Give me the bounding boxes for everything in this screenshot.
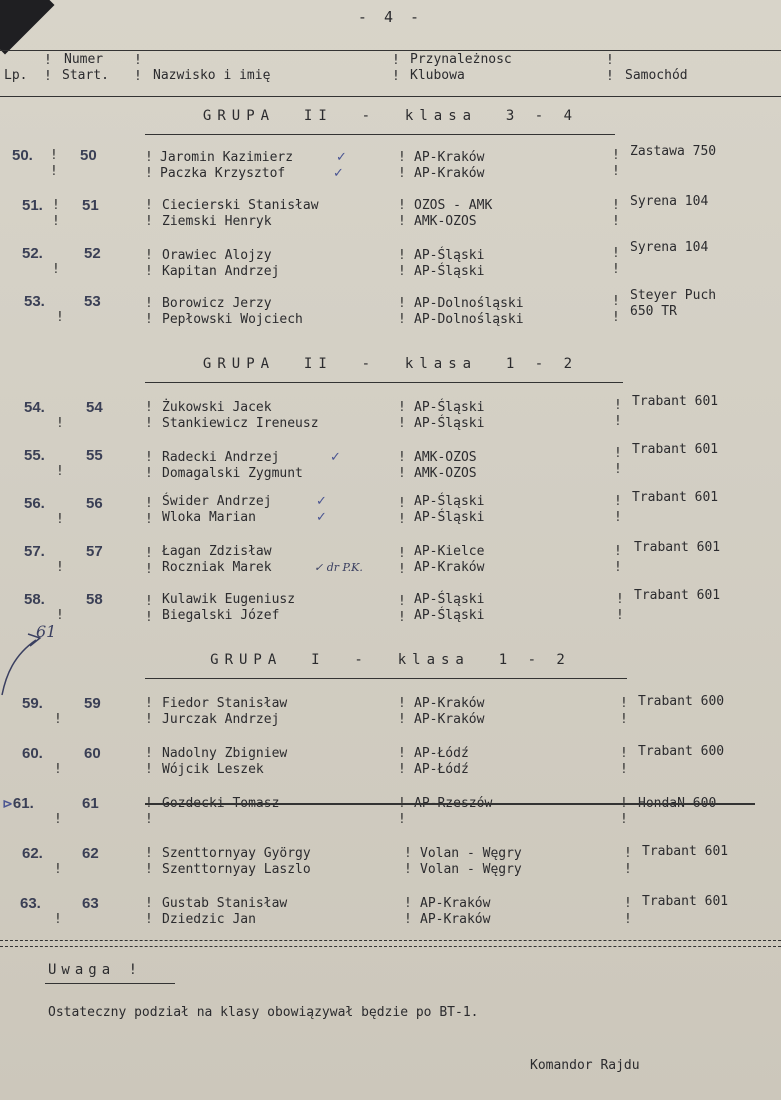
row-lp: 54.	[24, 399, 45, 416]
row-lp: 52.	[22, 245, 43, 262]
row-car-cancelled: HondaN 600	[638, 796, 717, 811]
row-club: OZOS - AMK	[414, 198, 493, 213]
header-name: Nazwisko i imię	[153, 68, 271, 83]
row-club: Volan - Węgry	[420, 862, 522, 877]
check-mark: ✓	[336, 150, 347, 165]
row-driver: Ciecierski Stanisław	[162, 198, 319, 213]
row-car: Trabant 600	[638, 744, 725, 759]
row-car: Trabant 601	[642, 894, 729, 909]
row-car: Steyer Puch	[630, 288, 717, 303]
table-row: 51. ! ! 51 ! ! Ciecierski Stanisław Ziemski Henryk ! ! OZOS - AMK AMK-OZOS ! ! Syrena 104	[22, 194, 709, 229]
row-club: AP-Kraków	[420, 896, 491, 911]
table-row: 63. ! 63 ! ! Gustab Stanisław Dziedzic Jan ! ! AP-Kraków AP-Kraków ! ! Trabant 601	[20, 894, 729, 927]
row-lp: 51.	[22, 197, 43, 214]
table-row: 54. ! 54 ! ! Żukowski Jacek Stankiewicz Ireneusz ! ! AP-Śląski AP-Śląski ! ! Trabant 601	[24, 394, 719, 431]
row-driver: Świder Andrzej	[162, 494, 272, 509]
header-numer-line1: Numer	[64, 52, 104, 67]
group-underline	[145, 678, 627, 679]
header-lp: Lp.	[4, 68, 28, 83]
table-row: 53. ! 53 ! ! Borowicz Jerzy Pepłowski Wojciech ! ! AP-Dolnośląski AP-Dolnośląski ! ! Steyer Puch 650 TR	[24, 288, 717, 327]
row-club: AP-Kraków	[414, 712, 485, 727]
row-lp-marked: ⊳61.	[2, 795, 34, 812]
group-underline	[145, 382, 623, 383]
row-start-number: 59	[84, 695, 101, 712]
row-start-number: 60	[84, 745, 101, 762]
row-codriver: Dziedzic Jan	[162, 912, 256, 927]
row-lp: 63.	[20, 895, 41, 912]
page-number: - 4 -	[357, 8, 424, 26]
table-row: 60. ! 60 ! ! Nadolny Zbigniew Wójcik Leszek ! ! AP-Łódź AP-Łódź ! ! Trabant 600	[22, 744, 725, 777]
row-club: AP-Kielce	[414, 544, 485, 559]
row-club: AP-Śląski	[414, 592, 485, 607]
group-title: GRUPA II - klasa 3 - 4	[202, 108, 579, 124]
row-club: AP-Łódź	[414, 762, 469, 777]
row-driver: Radecki Andrzej	[162, 450, 280, 465]
row-car: Trabant 601	[642, 844, 729, 859]
row-club: AP-Dolnośląski	[414, 296, 524, 311]
row-club: AP-Śląski	[414, 400, 485, 415]
row-car: Trabant 601	[634, 588, 721, 603]
row-car: Trabant 601	[632, 442, 719, 457]
row-lp: 55.	[24, 447, 45, 464]
row-driver: Jaromin Kazimierz	[160, 150, 294, 165]
row-driver: Nadolny Zbigniew	[162, 746, 288, 761]
row-codriver: Pepłowski Wojciech	[162, 312, 303, 327]
row-driver: Orawiec Alojzy	[162, 248, 272, 263]
row-start-number: 61	[82, 795, 99, 812]
row-car: 650 TR	[630, 304, 677, 319]
row-club: Volan - Węgry	[420, 846, 522, 861]
row-start-number: 55	[86, 447, 103, 464]
row-codriver: Roczniak Marek	[162, 560, 272, 575]
row-lp: 57.	[24, 543, 45, 560]
handwritten-mark: 61	[36, 622, 57, 641]
row-driver-cancelled: Gozdecki Tomasz	[162, 796, 280, 811]
row-start-number: 58	[86, 591, 103, 608]
row-club: AP-Śląski	[414, 264, 485, 279]
row-codriver: Stankiewicz Ireneusz	[162, 416, 319, 431]
row-driver: Borowicz Jerzy	[162, 296, 272, 311]
remark-text: Ostateczny podział na klasy obowiązywał będzie po BT-1.	[48, 1005, 479, 1020]
row-start-number: 62	[82, 845, 99, 862]
row-codriver: Kapitan Andrzej	[162, 264, 280, 279]
remark-underline	[45, 983, 175, 984]
table-row: 55. ! 55 ! ! Radecki Andrzej ✓ Domagalski Zygmunt ! ! AMK-OZOS AMK-OZOS ! ! Trabant 601	[24, 442, 719, 481]
row-club: AP-Kraków	[414, 150, 485, 165]
row-lp: 50.	[12, 147, 33, 164]
header-car: Samochód	[625, 68, 688, 83]
check-mark: ✓	[330, 450, 341, 465]
double-divider	[0, 940, 781, 947]
row-car: Syrena 104	[630, 240, 709, 255]
header-numer-line2: Start.	[62, 68, 109, 83]
row-codriver: Wloka Marian	[162, 510, 256, 525]
row-codriver: Domagalski Zygmunt	[162, 466, 303, 481]
row-codriver: Jurczak Andrzej	[162, 712, 280, 727]
group-underline	[145, 134, 615, 135]
row-car: Trabant 601	[634, 540, 721, 555]
arrow-mark-icon: ⊳	[2, 797, 13, 812]
table-row: 52. ! 52 ! ! Orawiec Alojzy Kapitan Andrzej ! ! AP-Śląski AP-Śląski ! ! Syrena 104	[22, 240, 709, 279]
row-start-number: 57	[86, 543, 103, 560]
row-start-number: 56	[86, 495, 103, 512]
row-start-number: 50	[80, 147, 97, 164]
row-lp: 59.	[22, 695, 43, 712]
row-club: AP-Śląski	[414, 510, 485, 525]
row-codriver: Szenttornyay Laszlo	[162, 862, 311, 877]
row-lp: 56.	[24, 495, 45, 512]
table-row: 56. ! 56 ! ! Świder Andrzej ✓ Wloka Marian ✓ ! ! AP-Śląski AP-Śląski ! ! Trabant 601	[24, 490, 719, 527]
remark-label: Uwaga !	[48, 962, 143, 978]
table-header: Lp. ! ! Numer Start. ! ! Nazwisko i imię ! ! Przynależnosc Klubowa ! ! Samochód	[0, 50, 781, 97]
row-codriver: Wójcik Leszek	[162, 762, 264, 777]
row-driver: Szenttornyay György	[162, 846, 311, 861]
row-codriver: Biegalski Józef	[162, 608, 280, 623]
row-start-number: 51	[82, 197, 99, 214]
row-codriver: Paczka Krzysztof	[160, 166, 286, 181]
check-mark: ✓	[316, 510, 327, 525]
table-row: ⊳61. ! 61 ! ! Gozdecki Tomasz ! ! AP-Rzeszów ! ! HondaN 600	[0, 794, 781, 834]
row-driver: Żukowski Jacek	[162, 400, 272, 415]
row-club: AMK-OZOS	[414, 214, 477, 229]
header-club-line2: Klubowa	[410, 68, 465, 83]
row-car: Syrena 104	[630, 194, 709, 209]
check-mark: ✓	[333, 166, 344, 181]
row-start-number: 63	[82, 895, 99, 912]
row-start-number: 53	[84, 293, 101, 310]
row-club: AP-Śląski	[414, 494, 485, 509]
signature: Komandor Rajdu	[530, 1058, 640, 1073]
row-club: AP-Kraków	[414, 696, 485, 711]
row-lp: 58.	[24, 591, 45, 608]
row-club: AP-Kraków	[420, 912, 491, 927]
row-lp: 53.	[24, 293, 45, 310]
row-driver: Gustab Stanisław	[162, 896, 288, 911]
table-row: 58. ! 58 ! ! Kulawik Eugeniusz Biegalski Józef ! ! AP-Śląski AP-Śląski ! ! Trabant 601	[24, 588, 721, 625]
row-lp: 62.	[22, 845, 43, 862]
row-driver: Kulawik Eugeniusz	[162, 592, 296, 607]
row-club: AP-Kraków	[414, 166, 485, 181]
check-mark: ✓	[316, 494, 327, 509]
table-row: 62. ! 62 ! ! Szenttornyay György Szenttornyay Laszlo ! ! Volan - Węgry Volan - Węgry ! ! Trabant 601	[22, 844, 729, 877]
row-car: Zastawa 750	[630, 144, 717, 159]
row-club: AP-Łódź	[414, 746, 469, 761]
table-row: 50. ! ! 50 ! ! Jaromin Kazimierz ✓ Paczka Krzysztof ✓ ! ! AP-Kraków AP-Kraków ! ! Zastawa 750	[12, 144, 717, 181]
row-start-number: 52	[84, 245, 101, 262]
row-club: AP-Dolnośląski	[414, 312, 524, 327]
row-club: AMK-OZOS	[414, 450, 477, 465]
group-title: GRUPA I - klasa 1 - 2	[210, 652, 571, 668]
table-row: 57. ! 57 ! ! Łagan Zdzisław Roczniak Marek ✓ dr P.K. ! ! AP-Kielce AP-Kraków ! ! Trabant 601	[24, 540, 721, 577]
strikethrough-line	[145, 803, 755, 805]
row-codriver: Ziemski Henryk	[162, 214, 272, 229]
row-club: AP-Śląski	[414, 416, 485, 431]
row-car: Trabant 600	[638, 694, 725, 709]
row-club-cancelled: AP-Rzeszów	[414, 796, 493, 811]
row-car: Trabant 601	[632, 394, 719, 409]
row-club: AP-Śląski	[414, 608, 485, 623]
table-row: 59. ! 59 ! ! Fiedor Stanisław Jurczak Andrzej ! ! AP-Kraków AP-Kraków ! ! Trabant 600	[22, 694, 725, 727]
row-start-number: 54	[86, 399, 103, 416]
row-driver: Łagan Zdzisław	[162, 544, 272, 559]
row-lp: 60.	[22, 745, 43, 762]
row-club: AMK-OZOS	[414, 466, 477, 481]
row-driver: Fiedor Stanisław	[162, 696, 288, 711]
row-club: AP-Śląski	[414, 248, 485, 263]
row-car: Trabant 601	[632, 490, 719, 505]
group-title: GRUPA II - klasa 1 - 2	[202, 356, 579, 372]
row-club: AP-Kraków	[414, 560, 485, 575]
handwritten-note: ✓ dr P.K.	[314, 561, 363, 574]
header-club-line1: Przynależnosc	[410, 52, 512, 67]
